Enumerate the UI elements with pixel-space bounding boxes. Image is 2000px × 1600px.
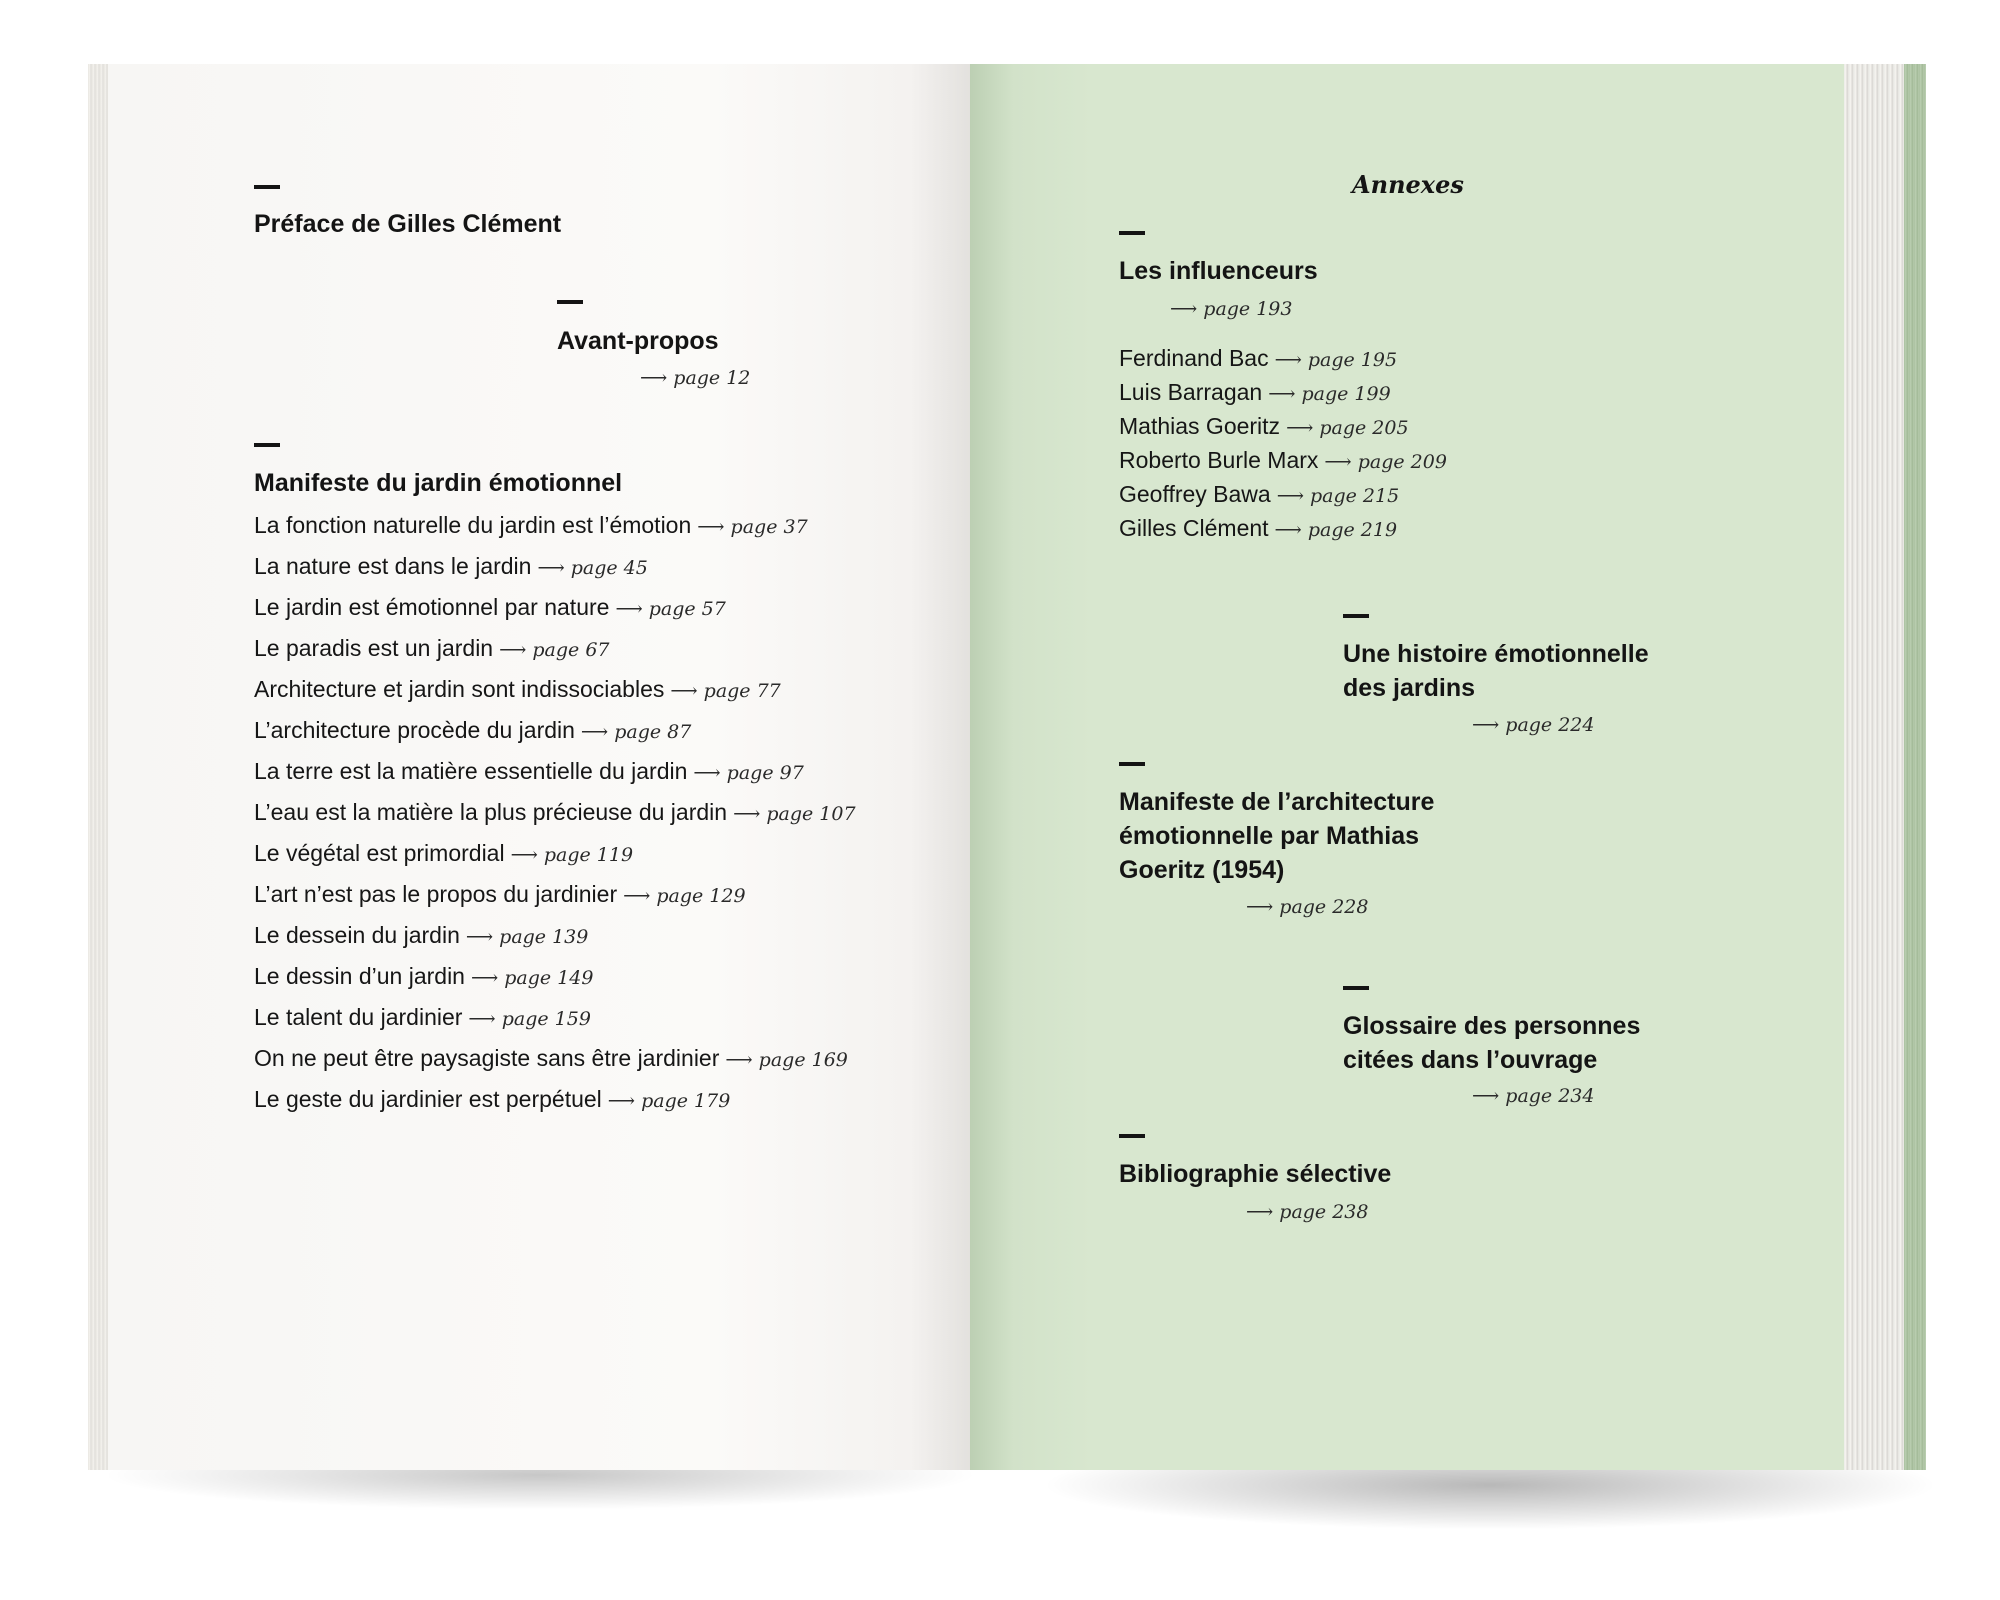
toc-entry: L’eau est la matière la plus précieuse du jardin ⟶ page 107 xyxy=(254,799,856,825)
preface-title: Préface de Gilles Clément xyxy=(254,210,562,238)
manifeste-archi-line3: Goeritz (1954) xyxy=(1119,856,1285,884)
page-ref: ⟶ page 57 xyxy=(615,598,726,620)
influencer-entry: Mathias Goeritz ⟶ page 205 xyxy=(1119,413,1409,439)
bibliographie-page-ref: ⟶ page 238 xyxy=(1246,1201,1369,1223)
toc-entry: La terre est la matière essentielle du jardin ⟶ page 97 xyxy=(254,758,804,784)
toc-entry: La nature est dans le jardin ⟶ page 45 xyxy=(254,553,648,579)
toc-entry: La fonction naturelle du jardin est l’émotion ⟶ page 37 xyxy=(254,512,808,538)
page-ref: ⟶ page 77 xyxy=(670,680,781,702)
toc-entry: Le jardin est émotionnel par nature ⟶ page 57 xyxy=(254,594,726,620)
manifeste-archi-page-ref: ⟶ page 228 xyxy=(1246,896,1369,918)
page-ref: ⟶ page 119 xyxy=(510,844,634,866)
avant-propos-title: Avant-propos xyxy=(557,327,719,355)
page-ref: ⟶ page 215 xyxy=(1276,485,1400,507)
section-dash xyxy=(254,443,280,447)
toc-entry: On ne peut être paysagiste sans être jardinier ⟶ page 169 xyxy=(254,1045,848,1071)
page-ref: ⟶ page 199 xyxy=(1268,383,1391,405)
toc-entry: Le geste du jardinier est perpétuel ⟶ page 179 xyxy=(254,1086,731,1112)
page-ref: ⟶ page 67 xyxy=(499,639,610,661)
glossaire-title-line1: Glossaire des personnes xyxy=(1343,1012,1641,1040)
page-ref: ⟶ page 169 xyxy=(725,1049,848,1071)
page-ref: ⟶ page 87 xyxy=(580,721,692,743)
page-ref: ⟶ page 209 xyxy=(1324,451,1447,473)
annexes-header: Annexes xyxy=(1352,170,1464,199)
page-ref: ⟶ page 179 xyxy=(607,1090,731,1112)
section-dash xyxy=(254,185,280,189)
toc-entry: Le dessein du jardin ⟶ page 139 xyxy=(254,922,589,948)
manifeste-archi-line2: émotionnelle par Mathias xyxy=(1119,822,1420,850)
page-ref: ⟶ page 129 xyxy=(623,885,746,907)
toc-entry: Le talent du jardinier ⟶ page 159 xyxy=(254,1004,591,1030)
page-ref: ⟶ page 139 xyxy=(465,926,589,948)
influencer-entry: Luis Barragan ⟶ page 199 xyxy=(1119,379,1391,405)
influencer-entry: Geoffrey Bawa ⟶ page 215 xyxy=(1119,481,1400,507)
glossaire-page-ref: ⟶ page 234 xyxy=(1472,1085,1595,1107)
histoire-page-ref: ⟶ page 224 xyxy=(1472,714,1595,736)
page-ref: ⟶ page 97 xyxy=(693,762,804,784)
manifeste-archi-line1: Manifeste de l’architecture xyxy=(1119,788,1435,816)
section-dash xyxy=(1119,762,1145,766)
avant-propos-page-ref: ⟶ page 12 xyxy=(640,367,751,389)
page-ref: ⟶ page 159 xyxy=(468,1008,591,1030)
influencer-entry: Gilles Clément ⟶ page 219 xyxy=(1119,515,1398,541)
section-dash xyxy=(557,300,583,304)
toc-entry: Le paradis est un jardin ⟶ page 67 xyxy=(254,635,610,661)
page-ref: ⟶ page 149 xyxy=(470,967,594,989)
section-dash xyxy=(1343,614,1369,618)
toc-entry: Le végétal est primordial ⟶ page 119 xyxy=(254,840,634,866)
section-dash xyxy=(1343,986,1369,990)
histoire-title-line2: des jardins xyxy=(1343,674,1475,702)
influenceurs-title: Les influenceurs xyxy=(1119,257,1318,285)
page-edges-right-green xyxy=(1904,64,1926,1470)
page-ref: ⟶ page 205 xyxy=(1286,417,1409,439)
toc-entry: Le dessin d’un jardin ⟶ page 149 xyxy=(254,963,594,989)
influencer-entry: Roberto Burle Marx ⟶ page 209 xyxy=(1119,447,1447,473)
right-page xyxy=(970,64,1844,1470)
glossaire-title-line2: citées dans l’ouvrage xyxy=(1343,1046,1598,1074)
influencer-entry: Ferdinand Bac ⟶ page 195 xyxy=(1119,345,1398,371)
section-dash xyxy=(1119,231,1145,235)
histoire-title-line1: Une histoire émotionnelle xyxy=(1343,640,1649,668)
page-ref: ⟶ page 195 xyxy=(1274,349,1398,371)
page-ref: ⟶ page 107 xyxy=(733,803,856,825)
page-edges-right xyxy=(1844,64,1904,1470)
bibliographie-title: Bibliographie sélective xyxy=(1119,1160,1392,1188)
section-dash xyxy=(1119,1134,1145,1138)
page-ref: ⟶ page 219 xyxy=(1274,519,1398,541)
toc-entry: Architecture et jardin sont indissociables ⟶ page 77 xyxy=(254,676,781,702)
page-ref: ⟶ page 37 xyxy=(697,516,808,538)
toc-entry: L’architecture procède du jardin ⟶ page 87 xyxy=(254,717,692,743)
toc-entry: L’art n’est pas le propos du jardinier ⟶ page 129 xyxy=(254,881,746,907)
manifeste-title: Manifeste du jardin émotionnel xyxy=(254,469,623,497)
page-ref: ⟶ page 45 xyxy=(537,557,648,579)
influenceurs-page-ref: ⟶ page 193 xyxy=(1170,298,1293,320)
